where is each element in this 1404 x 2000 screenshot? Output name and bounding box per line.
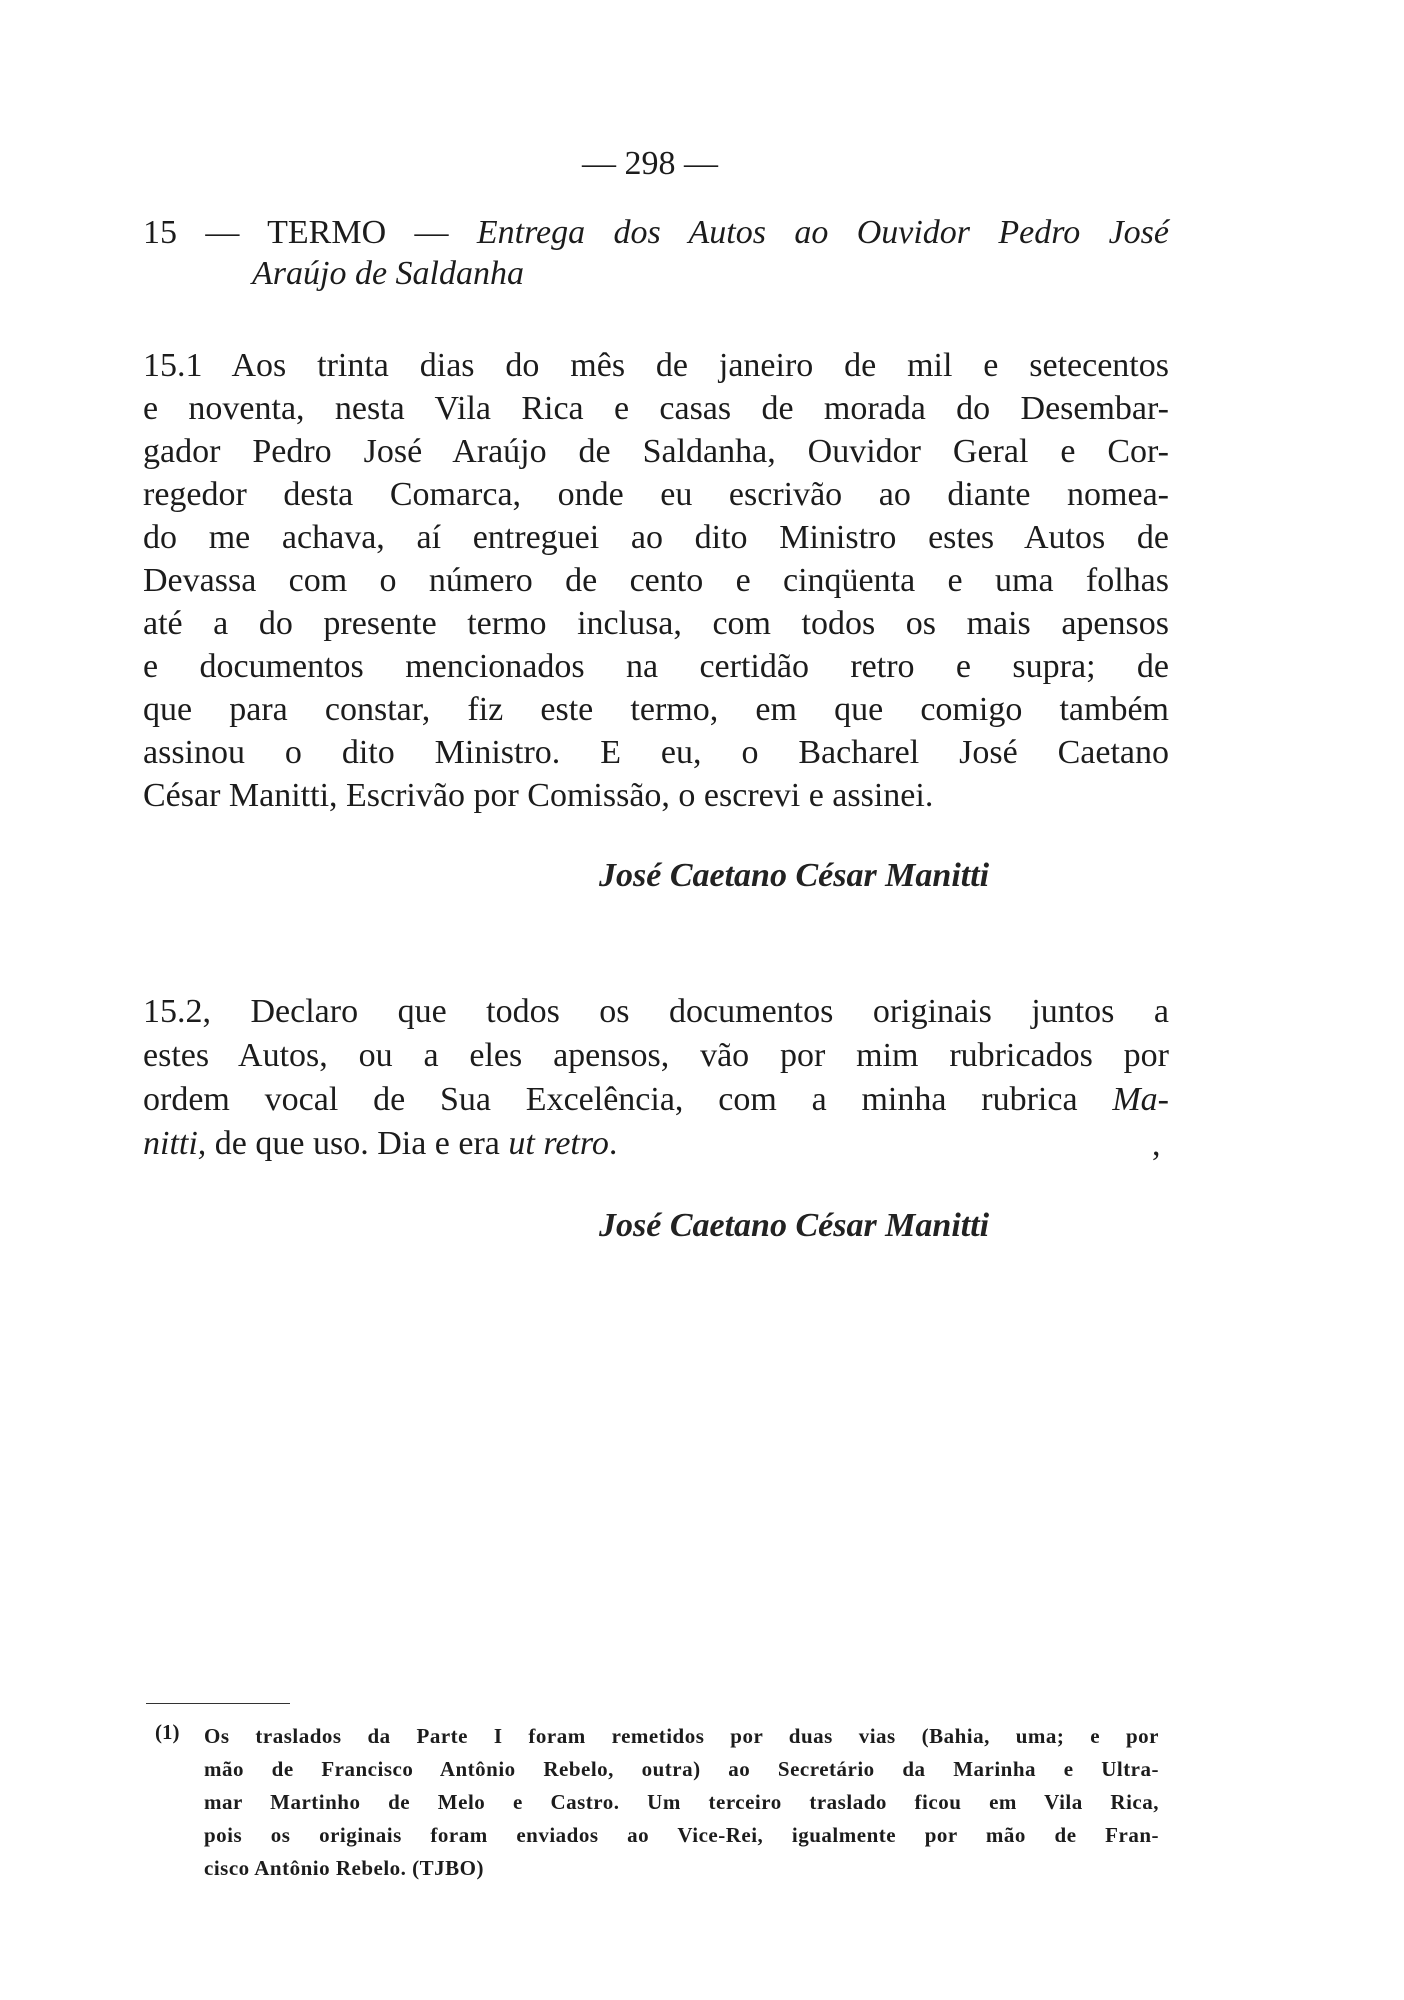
text-segment: 15 — TERMO —	[143, 214, 477, 251]
text-segment: Devassa com o número de cento e cinqüenta e uma folhas	[143, 562, 1169, 599]
text-line	[143, 387, 1169, 430]
text-segment: até a do presente termo inclusa, com todos os mais apensos	[143, 605, 1169, 642]
text-line	[143, 344, 1169, 387]
text-segment: que para constar, fiz este termo, em que comigo também	[143, 691, 1169, 728]
text-line	[143, 430, 1169, 473]
text-segment: Entrega dos Autos ao Ouvidor Pedro José	[476, 214, 1170, 251]
footnote-line: pois os originais foram enviados ao Vice-Rei, igualmente por mão de Fran-	[204, 1823, 1159, 1847]
text-segment: Araújo de Saldanha	[252, 255, 524, 292]
text-line	[143, 688, 1169, 731]
text-line	[143, 1078, 1169, 1121]
text-line	[143, 731, 1169, 774]
text-segment: de que uso. Dia e era	[206, 1125, 509, 1162]
footnote-divider	[146, 1703, 290, 1704]
text-line	[143, 602, 1169, 645]
text-segment: estes Autos, ou a eles apensos, vão por mim rubricados por	[143, 1037, 1169, 1074]
text-segment: ordem vocal de Sua Excelência, com a minha rubrica	[143, 1081, 1113, 1118]
text-segment: Ma-	[1112, 1081, 1169, 1118]
text-line	[143, 1034, 1169, 1077]
text-segment: 15.2, Declaro que todos os documentos originais juntos a	[143, 993, 1169, 1030]
text-line	[143, 990, 1169, 1033]
text-segment: .	[608, 1125, 618, 1162]
text-line	[143, 774, 1169, 817]
stray-mark: ,	[1152, 1126, 1161, 1163]
footnote-line: mar Martinho de Melo e Castro. Um terceiro traslado ficou em Vila Rica,	[204, 1790, 1159, 1814]
text-line	[252, 252, 1169, 295]
text-line	[143, 473, 1169, 516]
footnote-line: Os traslados da Parte I foram remetidos por duas vias (Bahia, uma; e por	[204, 1724, 1159, 1748]
text-line	[143, 1122, 1169, 1165]
text-segment: gador Pedro José Araújo de Saldanha, Ouvidor Geral e Cor-	[143, 433, 1169, 470]
footnote-marker: (1)	[155, 1720, 180, 1744]
text-segment: nitti,	[143, 1125, 207, 1162]
text-line	[143, 559, 1169, 602]
footnote-line: cisco Antônio Rebelo. (TJBO)	[204, 1856, 484, 1880]
text-segment: César Manitti, Escrivão por Comissão, o escrevi e assinei.	[143, 777, 934, 814]
text-segment: e documentos mencionados na certidão retro e supra; de	[143, 648, 1169, 685]
text-segment: 15.1 Aos trinta dias do mês de janeiro de mil e setecentos	[143, 347, 1169, 384]
text-segment: assinou o dito Ministro. E eu, o Bacharel José Caetano	[143, 734, 1169, 771]
signature-15-1: José Caetano César Manitti	[599, 857, 990, 894]
page-number: — 298 —	[582, 145, 718, 182]
signature-15-2: José Caetano César Manitti	[599, 1207, 990, 1244]
text-line	[143, 516, 1169, 559]
text-segment: e noventa, nesta Vila Rica e casas de morada do Desembar-	[143, 390, 1169, 427]
text-segment: do me achava, aí entreguei ao dito Ministro estes Autos de	[143, 519, 1169, 556]
text-line	[143, 645, 1169, 688]
text-segment: regedor desta Comarca, onde eu escrivão ao diante nomea-	[143, 476, 1169, 513]
text-segment: ut retro	[508, 1125, 609, 1162]
text-line	[143, 211, 1169, 254]
footnote-line: mão de Francisco Antônio Rebelo, outra) ao Secretário da Marinha e Ultra-	[204, 1757, 1159, 1781]
